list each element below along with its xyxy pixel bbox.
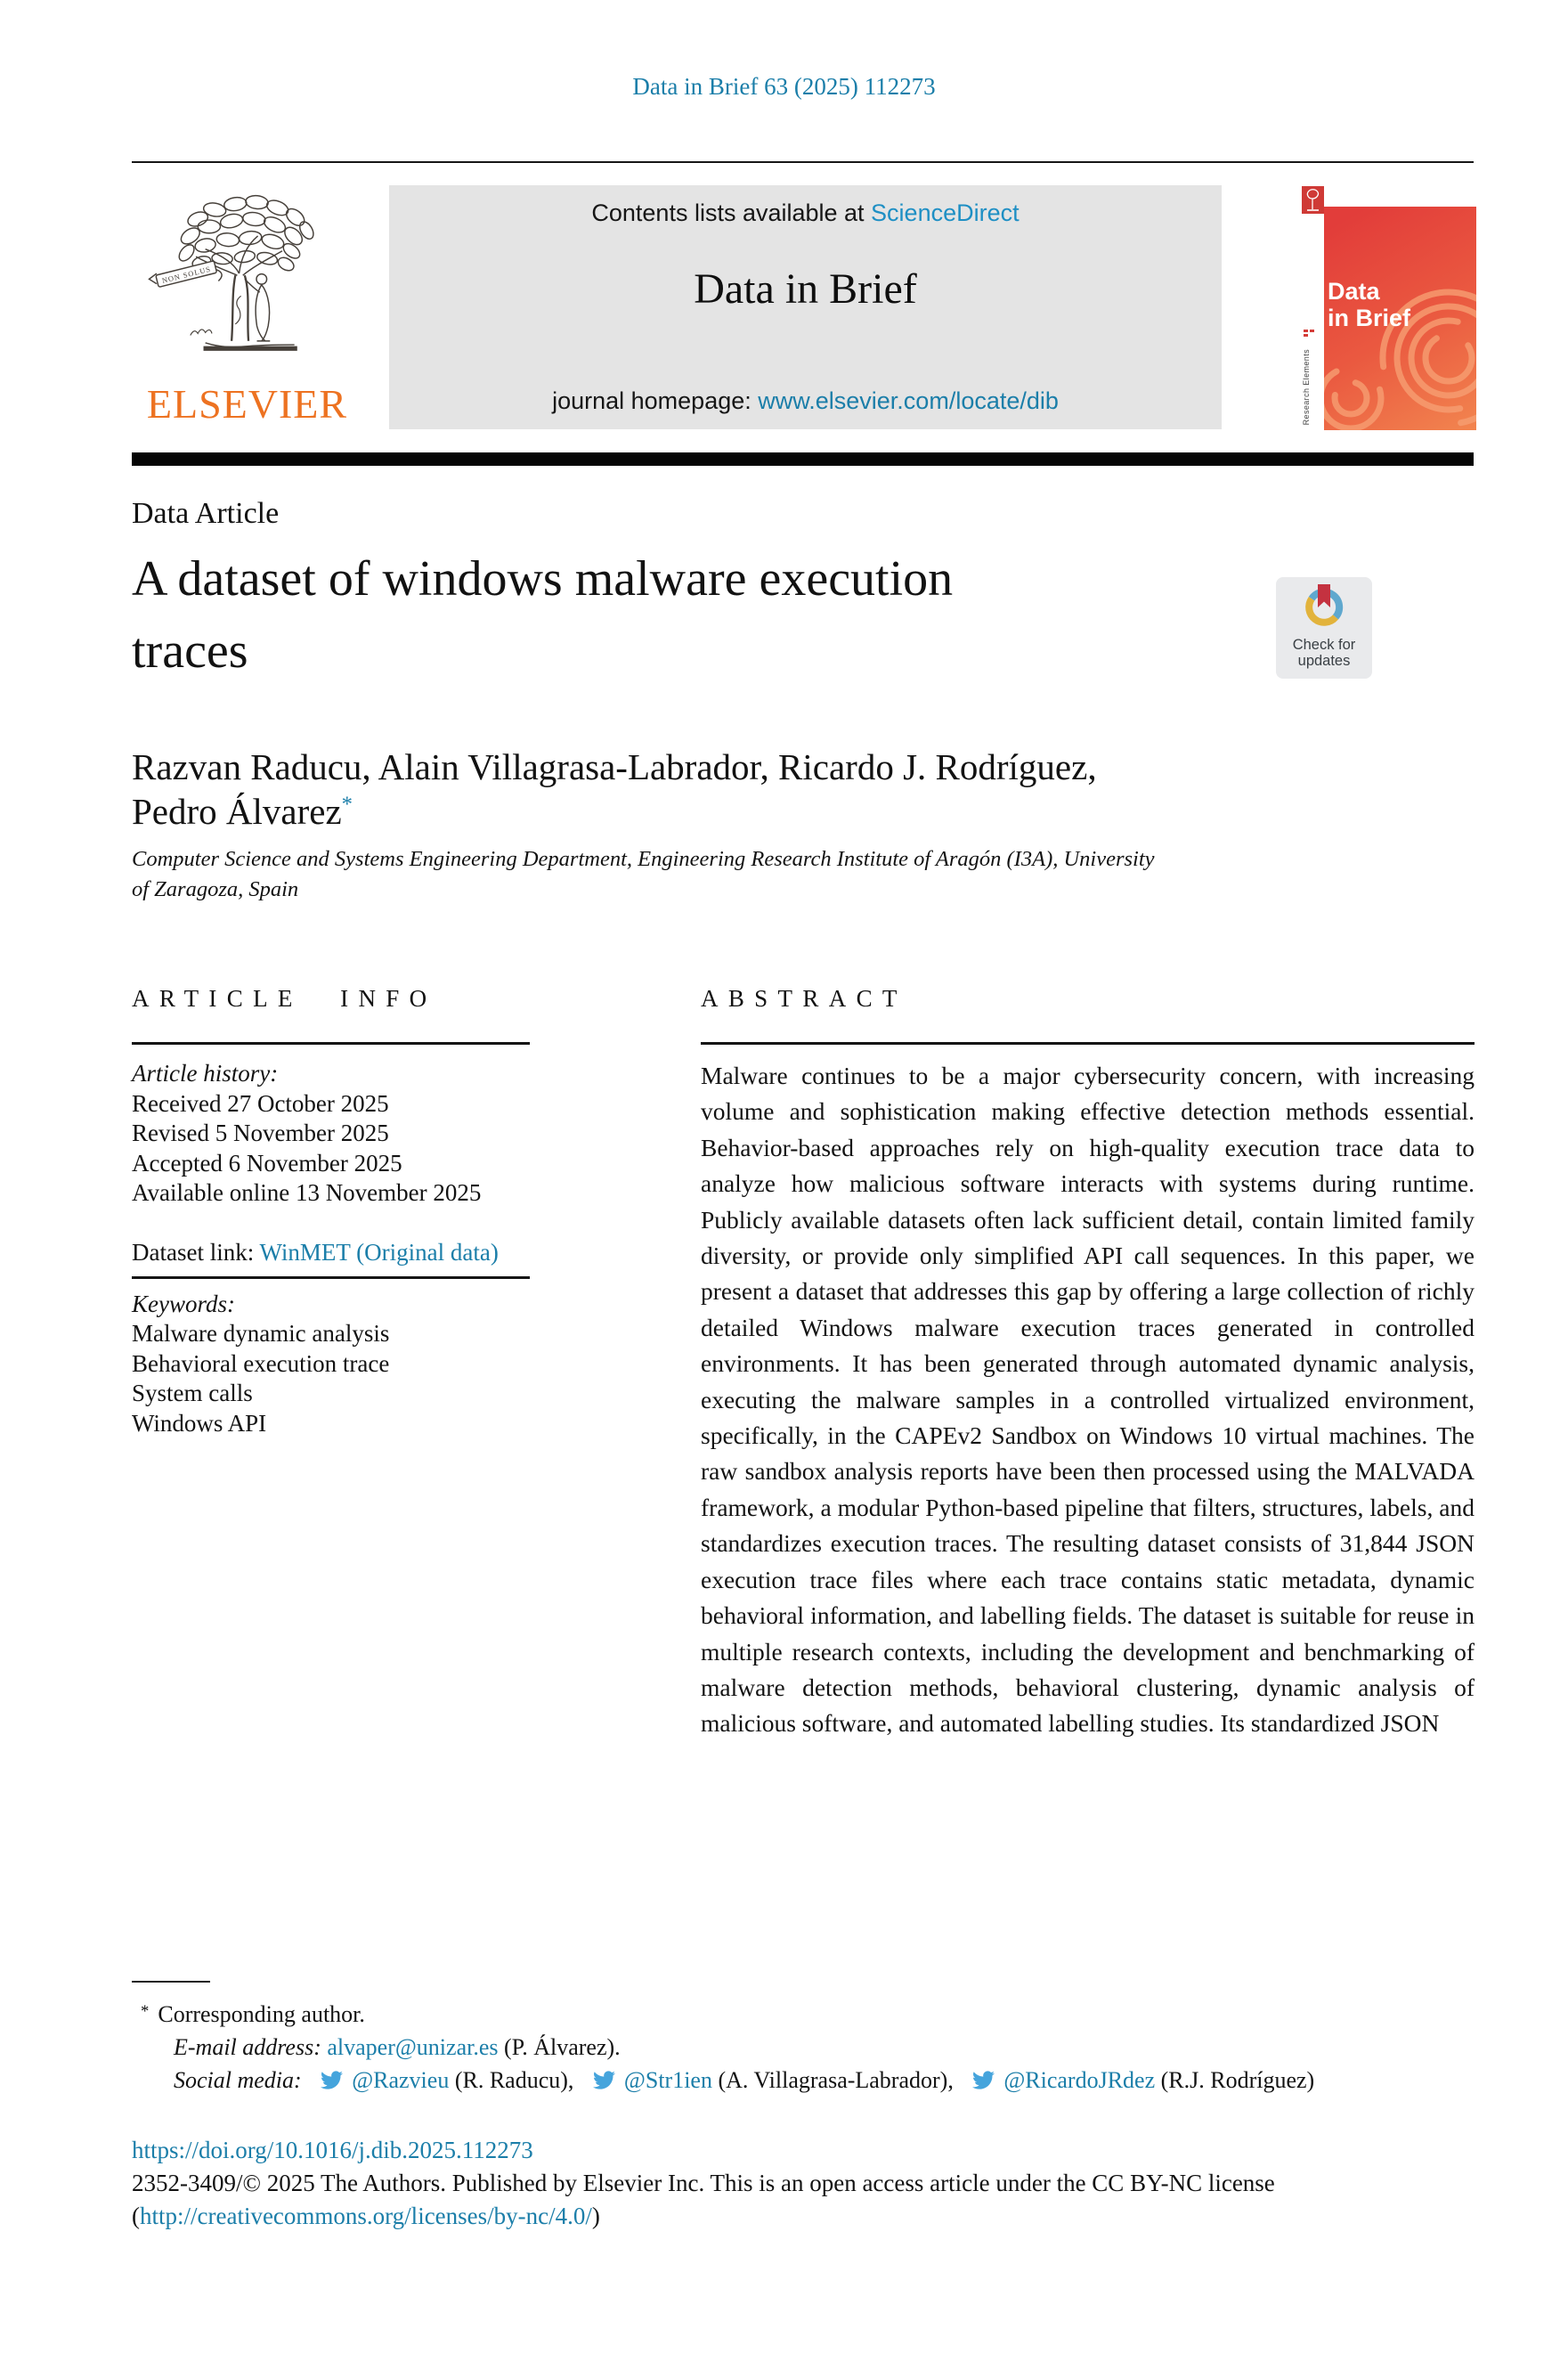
keyword-item: Behavioral execution trace bbox=[132, 1349, 390, 1377]
sciencedirect-link[interactable]: ScienceDirect bbox=[871, 200, 1020, 226]
twitter-handle[interactable]: @RicardoJRdez bbox=[1003, 2067, 1156, 2093]
corresponding-author-note: * Corresponding author. bbox=[141, 2001, 365, 2027]
social-media-line: Social media: @Razvieu (R. Raducu), @Str1ien (A. Villagrasa-Labrador), @RicardoJRdez (R.J. Rodríguez) bbox=[174, 2067, 1315, 2093]
history-label: Article history: bbox=[132, 1060, 279, 1087]
research-elements-logo-icon bbox=[1304, 329, 1314, 345]
contents-line bbox=[389, 200, 1222, 227]
twitter-icon bbox=[970, 2069, 997, 2091]
email-suffix: (P. Álvarez). bbox=[498, 2034, 621, 2060]
cover-journal-title: Data in Brief bbox=[1328, 278, 1411, 332]
affiliation: Computer Science and Systems Engineering Department, Engineering Research Institute of Aragón (I3A), University of Zaragoza, Spain bbox=[132, 847, 1155, 902]
article-type-label: Data Article bbox=[132, 497, 280, 530]
social-label: Social media: bbox=[174, 2067, 302, 2093]
journal-citation: Data in Brief 63 (2025) 112273 bbox=[632, 73, 936, 100]
dataset-link[interactable]: WinMET (Original data) bbox=[259, 1238, 499, 1266]
dataset-link-label: Dataset link: bbox=[132, 1238, 260, 1266]
twitter-icon bbox=[590, 2069, 618, 2091]
homepage-prefix: journal homepage: bbox=[552, 387, 759, 414]
license-link[interactable]: http://creativecommons.org/licenses/by-nc/4.0/ bbox=[140, 2203, 592, 2229]
article-info-section bbox=[132, 985, 530, 1438]
author-list: Razvan Raducu, Alain Villagrasa-Labrador, Ricardo J. Rodríguez, Pedro Álvarez* bbox=[132, 746, 1097, 833]
cover-art bbox=[1324, 207, 1476, 430]
abstract-header: ABSTRACT bbox=[701, 985, 907, 1012]
keyword-item: System calls bbox=[132, 1380, 253, 1406]
copyright-line: 2352-3409/© 2025 The Authors. Published by Elsevier Inc. This is an open access article under the CC BY-NC license bbox=[132, 2170, 1275, 2196]
email-link[interactable]: alvaper@unizar.es bbox=[327, 2034, 499, 2060]
doi-link[interactable]: https://doi.org/10.1016/j.dib.2025.112273 bbox=[132, 2137, 533, 2163]
header-black-bar bbox=[132, 452, 1474, 466]
elsevier-logo-block bbox=[125, 183, 370, 429]
journal-cover-thumbnail bbox=[1299, 180, 1476, 430]
top-divider bbox=[132, 161, 1474, 163]
corresponding-author-mark: * bbox=[341, 792, 353, 817]
elsevier-tree-logo-icon bbox=[147, 183, 347, 366]
masthead-journal-title: Data in Brief bbox=[694, 265, 917, 313]
history-item: Available online 13 November 2025 bbox=[132, 1179, 482, 1206]
homepage-link[interactable]: www.elsevier.com/locate/dib bbox=[758, 387, 1059, 414]
keywords-divider bbox=[132, 1276, 530, 1279]
email-line bbox=[132, 2031, 1476, 2064]
page-footer bbox=[132, 2134, 1476, 2233]
spacer bbox=[132, 1209, 530, 1238]
cover-side-brand: Research Elements bbox=[1302, 348, 1311, 425]
cover-elsevier-mini-logo-icon bbox=[1302, 186, 1324, 214]
abstract-section bbox=[701, 985, 1475, 1742]
history-item: Revised 5 November 2025 bbox=[132, 1120, 389, 1146]
twitter-handle[interactable]: @Str1ien bbox=[623, 2067, 712, 2093]
twitter-icon bbox=[318, 2069, 345, 2091]
dataset-link-line bbox=[132, 1238, 530, 1268]
article-info-header: ARTICLE INFO bbox=[132, 985, 437, 1012]
abstract-rule bbox=[701, 1042, 1475, 1045]
elsevier-wordmark: ELSEVIER bbox=[146, 381, 348, 427]
footnote-rule bbox=[132, 1981, 210, 1983]
footnotes bbox=[132, 1981, 1476, 2097]
article-info-rule bbox=[132, 1042, 530, 1045]
history-item: Received 27 October 2025 bbox=[132, 1089, 389, 1117]
contents-prefix: Contents lists available at bbox=[591, 200, 872, 226]
keywords-label: Keywords: bbox=[132, 1290, 235, 1317]
badge-label: Check for updates bbox=[1292, 637, 1356, 670]
twitter-handle[interactable]: @Razvieu bbox=[352, 2067, 450, 2093]
crossmark-icon bbox=[1299, 582, 1349, 632]
check-for-updates-badge[interactable] bbox=[1276, 577, 1372, 679]
non-solus-banner: NON SOLUS bbox=[160, 264, 212, 285]
keyword-item: Malware dynamic analysis bbox=[132, 1320, 390, 1347]
license-line: (http://creativecommons.org/licenses/by-nc/4.0/) bbox=[132, 2203, 600, 2229]
article-title: A dataset of windows malware execution traces bbox=[132, 551, 954, 680]
homepage-line bbox=[389, 387, 1222, 415]
masthead-box bbox=[389, 185, 1222, 429]
abstract-text: Malware continues to be a major cybersecurity concern, with increasing volume and sophistication making effective detection methods essential. Behavior-based approaches rely on high-quality execution trace data to analyze how malicious software interacts with systems during runtime. Publicly available datasets often lack sufficient detail, contain limited family diversity, or provide only simplified API call sequences. In this paper, we present a dataset that addresses this gap by offering a large collection of richly detailed Windows malware execution traces generated in controlled environments. It has been generated through automated dynamic analysis, executing the malware samples in a controlled virtualized environment, specifically, in the CAPEv2 Sandbox on Windows 10 virtual machines. The raw sandbox analysis reports have been then processed using the MALVADA framework, a modular Python-based pipeline that filters, structures, labels, and standardizes execution traces. The resulting dataset consists of 31,844 JSON execution trace files where each trace contains static metadata, dynamic behavioral information, and labelling fields. The dataset is suitable for reuse in multiple research contexts, including the development and benchmarking of malware detection methods, behavioral clustering, dynamic analysis of malicious software, and automated labelling studies. Its standardized JSON bbox=[701, 1062, 1475, 1738]
history-item: Accepted 6 November 2025 bbox=[132, 1149, 402, 1177]
keyword-item: Windows API bbox=[132, 1409, 267, 1437]
email-label: E-mail address: bbox=[174, 2034, 321, 2060]
